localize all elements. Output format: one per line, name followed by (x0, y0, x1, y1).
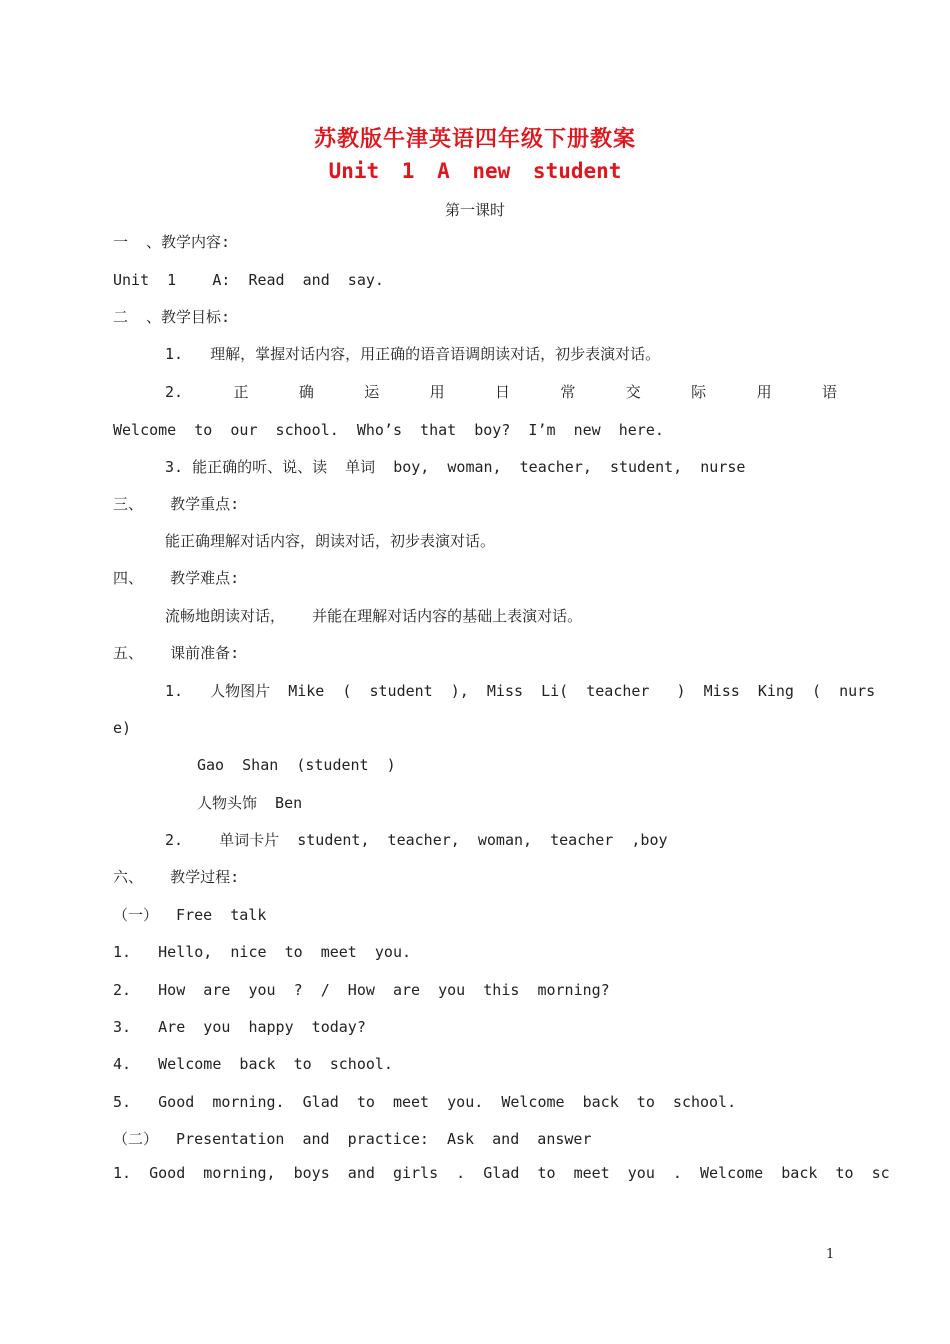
goal-2-word: 日 (495, 383, 511, 401)
free-talk-line: 5. Good morning. Glad to meet you. Welcome back to school. (113, 1093, 737, 1111)
free-talk-line: 1. Hello, nice to meet you. (113, 943, 412, 961)
unit-title: Unit 1 A new student (328, 159, 622, 183)
free-talk-line: 3. Are you happy today? (113, 1018, 366, 1036)
free-talk-line: 4. Welcome back to school. (113, 1055, 393, 1073)
goal-2-word: 2. (165, 383, 184, 401)
section-key-heading: 三、 教学重点: (113, 495, 240, 513)
goal-2-word: 正 (233, 383, 249, 401)
section-difficulty-text: 流畅地朗读对话， 并能在理解对话内容的基础上表演对话。 (165, 607, 583, 625)
prep-item-2: 2. 单词卡片 student, teacher, woman, teacher ,boy (165, 831, 668, 849)
goal-1: 1. 理解，掌握对话内容，用正确的语音语调朗读对话，初步表演对话。 (165, 345, 661, 363)
section-goals-heading: 二 、教学目标: (113, 308, 231, 326)
goal-2 (165, 382, 837, 402)
prep-item-1: 1. 人物图片 Mike ( student ), Miss Li( teacher ) Miss King ( nurs (165, 682, 876, 700)
prep-item-1-continuation: e) (113, 719, 132, 737)
section-prep-heading: 五、 课前准备: (113, 644, 240, 662)
goal-3: 3. 能正确的听、说、读 单词 boy, woman, teacher, student, nurse (165, 458, 746, 476)
lesson-label: 第一课时 (444, 201, 505, 219)
goal-2-word: 常 (560, 383, 576, 401)
goal-2-continuation: Welcome to our school. Who’s that boy? I’m new here. (113, 421, 664, 439)
goal-2-word: 际 (691, 383, 707, 401)
part-2-heading: （二） Presentation and practice: Ask and answer (113, 1130, 592, 1148)
section-content-heading: 一 、教学内容: (113, 233, 231, 251)
prep-item-1-gao-shan: Gao Shan (student ) (197, 756, 396, 774)
prep-item-1-headwear: 人物头饰 Ben (197, 794, 303, 812)
document-title: 苏教版牛津英语四年级下册教案 (313, 126, 636, 152)
goal-2-word: 用 (429, 383, 445, 401)
goal-2-word: 用 (756, 383, 772, 401)
goal-2-word: 交 (625, 383, 641, 401)
part-1-heading: （一） Free talk (113, 906, 267, 924)
section-key-text: 能正确理解对话内容，朗读对话，初步表演对话。 (165, 532, 496, 550)
section-process-heading: 六、 教学过程: (113, 868, 240, 886)
section-difficulty-heading: 四、 教学难点: (113, 569, 240, 587)
part-2-line: 1. Good morning, boys and girls . Glad to meet you . Welcome back to sc (113, 1164, 890, 1182)
goal-2-word: 运 (364, 383, 380, 401)
page-number: 1 (826, 1247, 835, 1262)
goal-2-word: 确 (298, 383, 314, 401)
goal-2-word: 语 (821, 383, 837, 401)
free-talk-line: 2. How are you ? / How are you this morning? (113, 981, 610, 999)
section-content-text: Unit 1 A: Read and say. (113, 271, 384, 289)
